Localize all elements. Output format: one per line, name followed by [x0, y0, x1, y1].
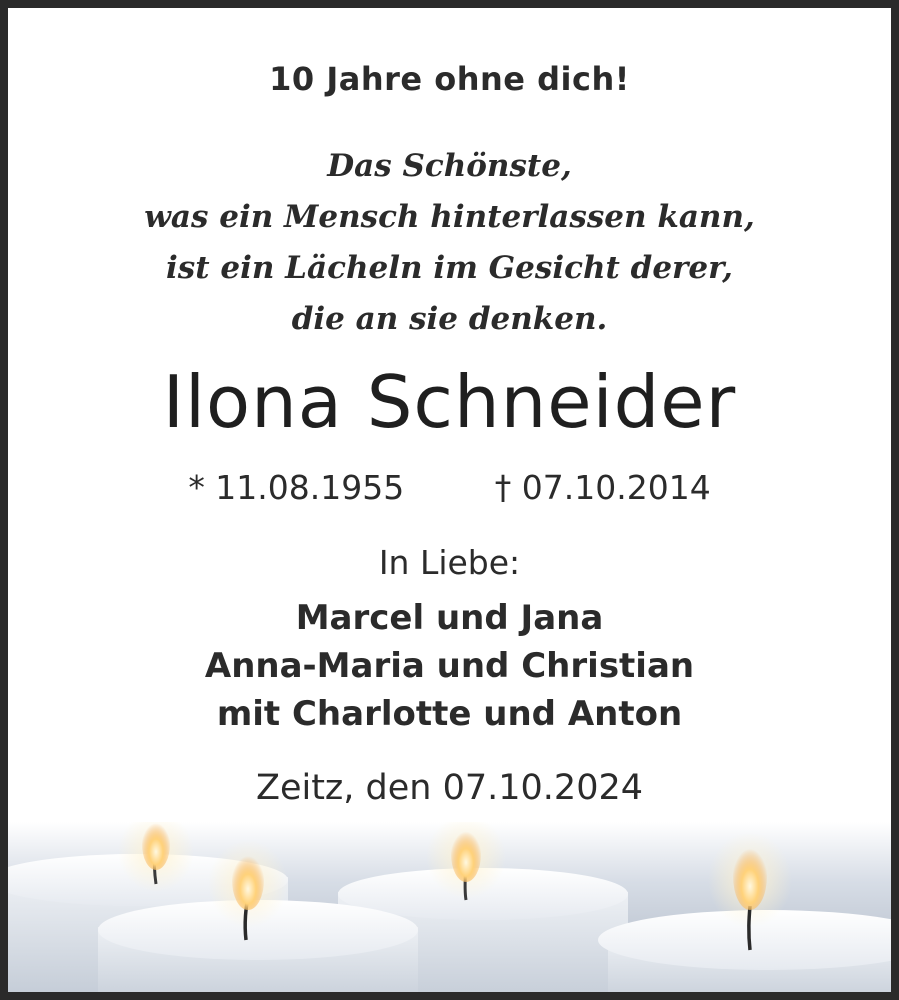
- in-love-label: In Liebe:: [378, 543, 521, 582]
- family-list: [8, 594, 891, 738]
- family-line: Anna-Maria und Christian: [204, 646, 695, 686]
- family-line: Marcel und Jana: [295, 598, 604, 638]
- birth-date: * 11.08.1955: [188, 468, 405, 507]
- deceased-name: Ilona Schneider: [162, 360, 737, 444]
- quote: [8, 141, 891, 345]
- quote-line: Das Schönste,: [327, 148, 572, 184]
- family-line: mit Charlotte und Anton: [216, 694, 683, 734]
- headline: 10 Jahre ohne dich!: [269, 60, 630, 98]
- life-dates: [8, 468, 891, 507]
- death-date: † 07.10.2014: [494, 468, 711, 507]
- quote-line: die an sie denken.: [291, 301, 608, 337]
- candles-image: [8, 822, 891, 992]
- quote-line: was ein Mensch hinterlassen kann,: [144, 199, 755, 235]
- place-date: Zeitz, den 07.10.2024: [255, 768, 644, 808]
- quote-line: ist ein Lächeln im Gesicht derer,: [166, 250, 733, 286]
